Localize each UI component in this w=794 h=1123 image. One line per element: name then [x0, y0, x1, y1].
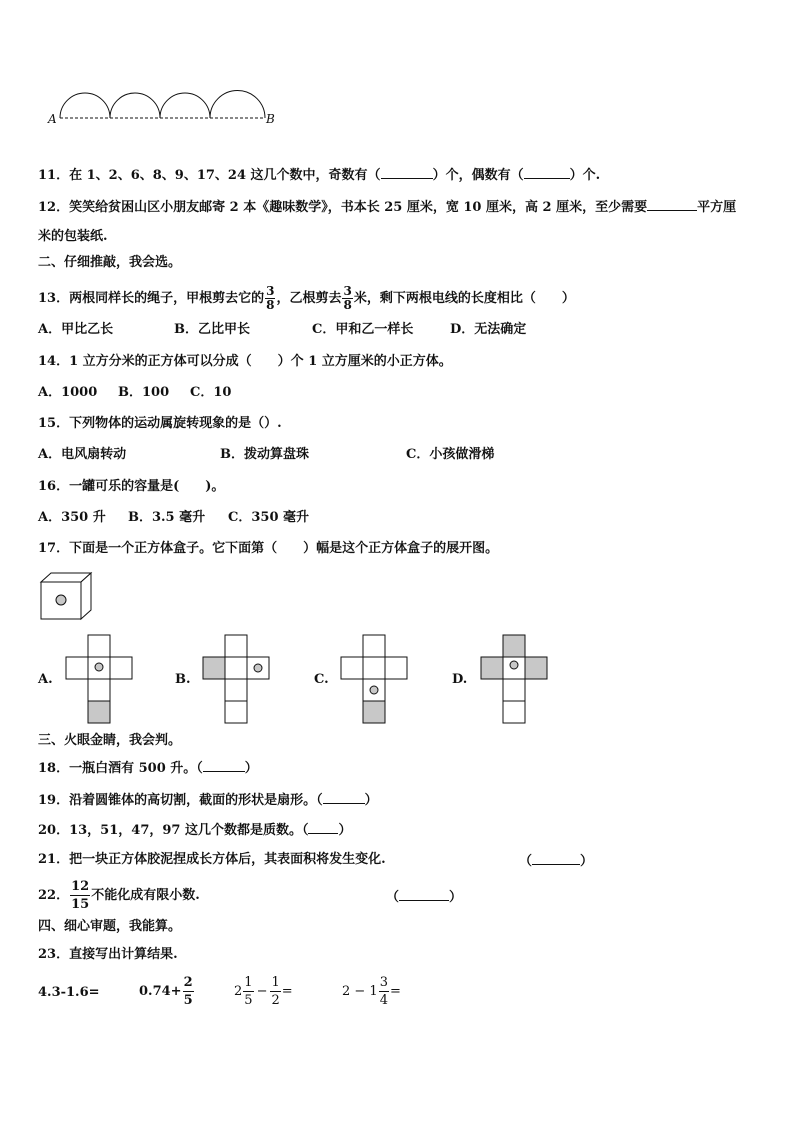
option-b[interactable]: B．乙比甲长: [174, 322, 250, 337]
question-20: 20．13，51，47，97 这几个数都是质数。（ ）: [38, 823, 352, 838]
point-b-label: B: [266, 112, 275, 126]
option-b[interactable]: B．3.5 毫升: [128, 510, 206, 525]
net-option-c-label[interactable]: C.: [314, 672, 329, 687]
question-18: 18．一瓶白酒有 500 升。（ ）: [38, 761, 258, 776]
q15-options: [38, 447, 494, 463]
option-a[interactable]: A．甲比乙长: [38, 322, 114, 337]
fraction: $\frac{3}{8}$: [266, 284, 275, 312]
fraction: $\frac{2}{5}$: [183, 975, 193, 1008]
question-11: 11．在 1、2、6、8、9、17、24 这几个数中，奇数有（ ）个，偶数有（ ）个.: [38, 168, 601, 183]
question-22: 22． $\frac{12}{15}$ 不能化成有限小数.: [38, 879, 200, 912]
option-a[interactable]: A．350 升: [38, 510, 106, 525]
question-21-blank: （ ）: [519, 854, 594, 869]
question-19: 19．沿着圆锥体的高切割，截面的形状是扇形。（ ）: [38, 793, 378, 808]
option-c[interactable]: C．甲和乙一样长: [312, 322, 414, 337]
question-22-blank: （ ）: [386, 890, 463, 905]
calc-expression-2: 0.74+ $\frac{2}{5}$: [139, 975, 193, 1008]
option-d[interactable]: D．无法确定: [450, 322, 527, 337]
option-b[interactable]: B．拨动算盘珠: [220, 447, 309, 462]
answer-blank[interactable]: [381, 166, 433, 179]
point-a-label: A: [48, 112, 57, 126]
calc-expression-3: 2 $\frac{1}{5}$ − $\frac{1}{2}$ =: [234, 975, 293, 1008]
net-option-d: [480, 634, 550, 724]
answer-blank[interactable]: [524, 166, 570, 179]
question-23: 23．直接写出计算结果.: [38, 947, 178, 962]
section-heading-3: 三、火眼金睛，我会判。: [38, 733, 182, 748]
cube-illustration: [40, 572, 96, 622]
option-b[interactable]: B．100: [118, 385, 170, 400]
section-heading-2: 二、仔细推敲，我会选。: [38, 255, 182, 270]
answer-blank[interactable]: [323, 791, 365, 804]
net-option-a-label[interactable]: A.: [38, 672, 53, 687]
option-a[interactable]: A．电风扇转动: [38, 447, 127, 462]
q13-options: [38, 322, 526, 338]
option-c[interactable]: C．350 毫升: [228, 510, 310, 525]
question-16: 16．一罐可乐的容量是( )。: [38, 479, 225, 494]
option-c[interactable]: C．10: [190, 385, 232, 400]
fraction: $\frac{12}{15}$: [71, 879, 90, 912]
calc-expression-1: 4.3-1.6=: [38, 985, 100, 1000]
section-heading-4: 四、细心审题，我能算。: [38, 919, 182, 934]
option-c[interactable]: C．小孩做滑梯: [406, 447, 495, 462]
answer-blank[interactable]: [203, 759, 245, 772]
question-13: 13．两根同样长的绳子，甲根剪去它的 $\frac{3}{8}$ ，乙根剪去 $\frac{3}{8}$ 米，剩下两根电线的长度相比（ ）: [38, 284, 575, 312]
question-12-cont: 米的包装纸.: [38, 229, 108, 244]
fraction: $\frac{1}{2}$: [271, 975, 280, 1008]
fraction: $\frac{3}{4}$: [379, 975, 388, 1008]
calc-expression-4: 2 − 1 $\frac{3}{4}$ =: [342, 975, 401, 1008]
answer-blank[interactable]: [308, 821, 338, 834]
net-option-b-label[interactable]: B.: [175, 672, 191, 687]
net-option-a: [65, 634, 135, 724]
question-15: 15．下列物体的运动属旋转现象的是（）.: [38, 416, 282, 431]
question-21: 21．把一块正方体胶泥捏成长方体后，其表面积将发生变化.: [38, 852, 386, 867]
q14-options: [38, 385, 231, 401]
wave-figure: [40, 85, 280, 135]
question-12: 12．笑笑给贫困山区小朋友邮寄 2 本《趣味数学》，书本长 25 厘米，宽 10 厘米，高 2 厘米，至少需要 平方厘: [38, 200, 737, 215]
answer-blank[interactable]: [399, 888, 449, 901]
q16-options: [38, 510, 309, 526]
question-14: 14．1 立方分米的正方体可以分成（ ）个 1 立方厘米的小正方体。: [38, 354, 452, 369]
answer-blank[interactable]: [647, 198, 697, 211]
net-option-c: [340, 634, 410, 724]
net-option-d-label[interactable]: D.: [452, 672, 468, 687]
fraction: $\frac{3}{8}$: [343, 284, 352, 312]
net-option-b: [202, 634, 272, 724]
answer-blank[interactable]: [532, 852, 580, 865]
question-17: 17．下面是一个正方体盒子。它下面第（ ）幅是这个正方体盒子的展开图。: [38, 541, 499, 556]
fraction: $\frac{1}{5}$: [244, 975, 253, 1008]
option-a[interactable]: A．1000: [38, 385, 98, 400]
